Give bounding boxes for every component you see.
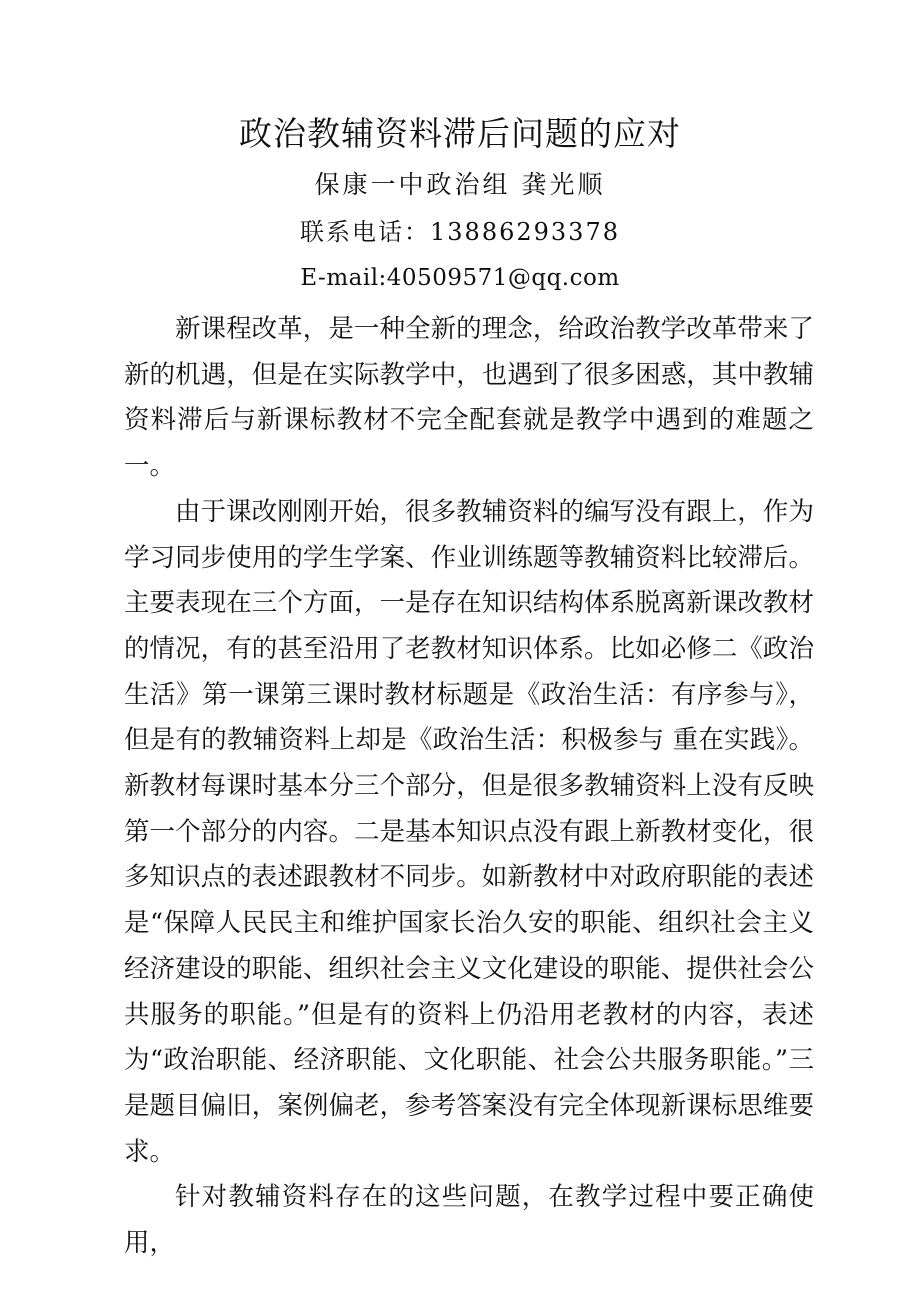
author-line: 保康一中政治组 龚光顺 xyxy=(314,170,606,199)
contact-email: E-mail:40509571@qq.com xyxy=(300,265,620,291)
paragraph-1: 新课程改革，是一种全新的理念，给政治教学改革带来了新的机遇，但是在实际教学中，也遇到了很多困惑，其中教辅资料滞后与新课标教材不完全配套就是教学中遇到的难题之一。 xyxy=(124,314,814,482)
paragraph-2: 由于课改刚刚开始，很多教辅资料的编写没有跟上，作为学习同步使用的学生学案、作业训练题等教辅资料比较滞后。主要表现在三个方面，一是存在知识结构体系脱离新课改教材的情况，有的甚至沿用了老教材知识体系。比如必修二《政治生活》第一课第三课时教材标题是《政治生活：有序参与》，但是有的教辅资料上却是《政治生活：积极参与 重在实践》。新教材每课时基本分三个部分，但是很多教辅资料上没有反映第一个部分的内容。二是基本知识点没有跟上新教材变化，很多知识点的表述跟教材不同步。如新教材中对政府职能的表述是“保障人民民主和维护国家长治久安的职能、组织社会主义经济建设的职能、组织社会主义文化建设的职能、提供社会公共服务的职能。”但是有的资料上仍沿用老教材的内容，表述为“政治职能、经济职能、文化职能、社会公共服务职能。”三是题目偏旧，案例偏老，参考答案没有完全体现新课标思维要求。 xyxy=(124,496,814,1167)
paragraph-3: 针对教辅资料存在的这些问题，在教学过程中要正确使用， xyxy=(124,1182,814,1259)
document-title: 政治教辅资料滞后问题的应对 xyxy=(239,114,681,153)
document-body xyxy=(124,307,814,1267)
contact-phone: 联系电话：13886293378 xyxy=(300,218,620,246)
